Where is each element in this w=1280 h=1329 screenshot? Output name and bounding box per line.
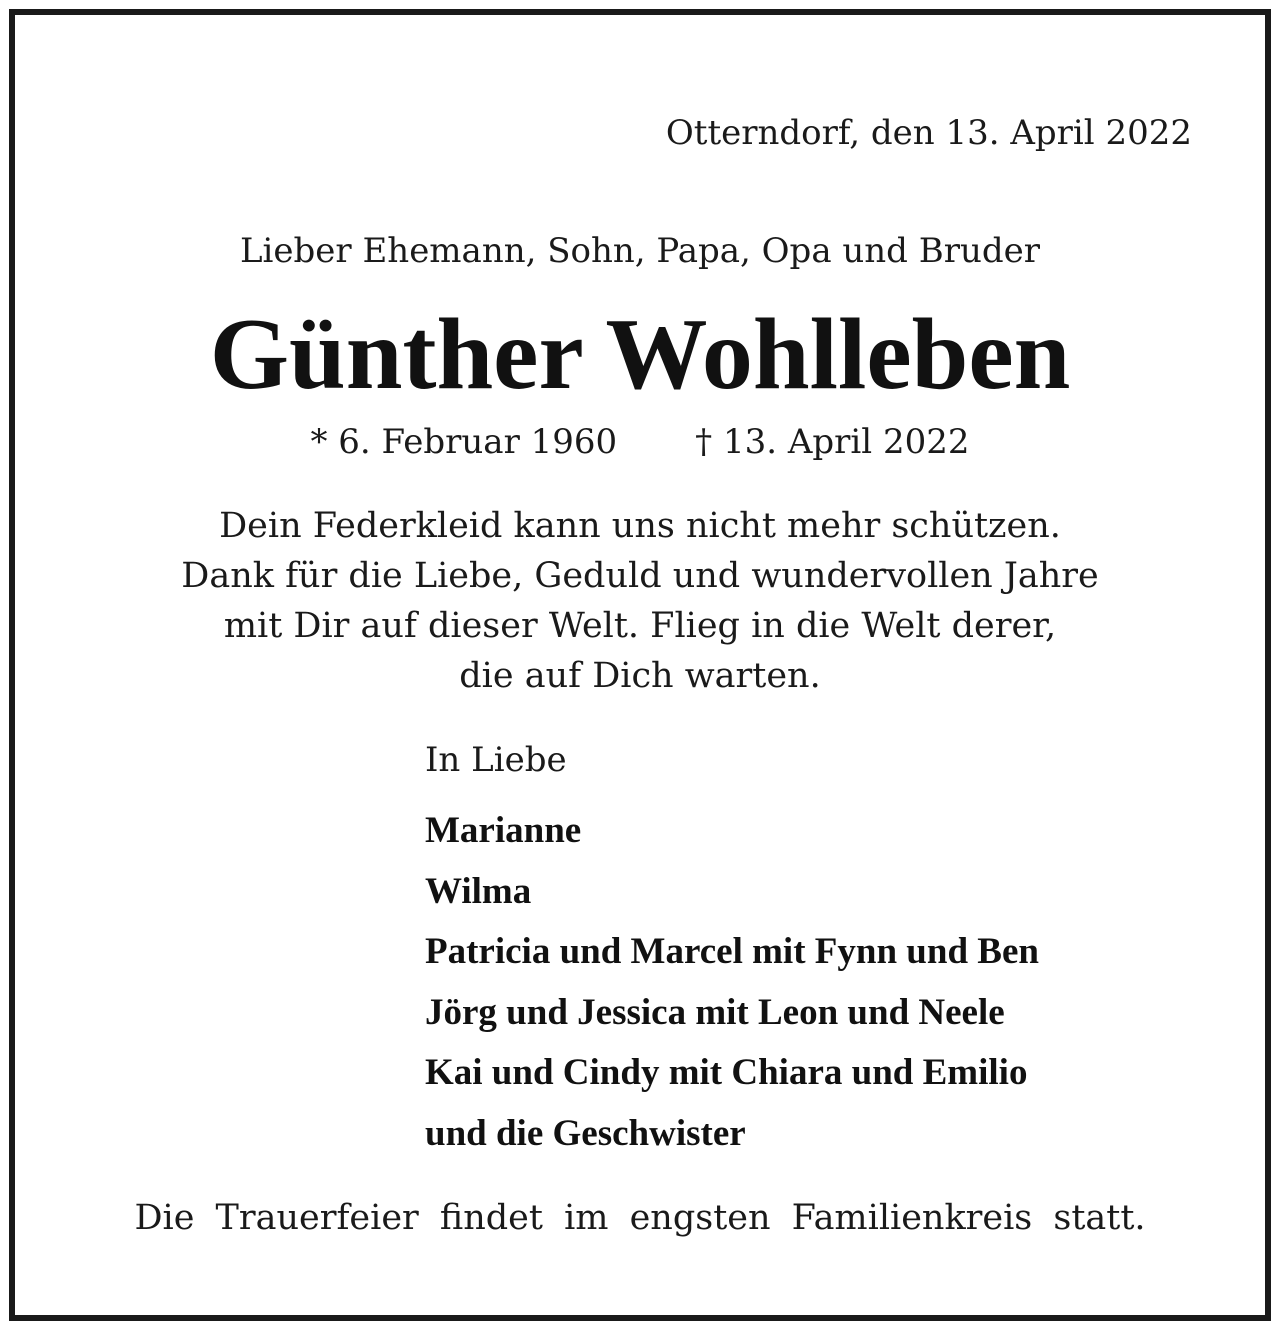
- obituary-notice: [9, 9, 1271, 1321]
- relation-line: Lieber Ehemann, Sohn, Papa, Opa und Bruder: [239, 231, 1041, 271]
- life-dates: [15, 417, 1265, 467]
- deceased-name: Günther Wohlleben: [209, 298, 1071, 411]
- death-date: † 13. April 2022: [695, 422, 970, 462]
- poem-line: Dank für die Liebe, Geduld und wundervollen Jahre: [181, 556, 1099, 596]
- mourner: Jörg und Jessica mit Leon und Neele: [425, 991, 1005, 1033]
- place-date: Otterndorf, den 13. April 2022: [665, 113, 1192, 153]
- mourner: Kai und Cindy mit Chiara und Emilio: [425, 1052, 1028, 1093]
- mourners-list: [425, 801, 1039, 1164]
- mourner: Wilma: [425, 870, 532, 912]
- poem-line: die auf Dich warten.: [459, 656, 821, 696]
- poem-line: mit Dir auf dieser Welt. Flieg in die Welt derer,: [223, 606, 1057, 646]
- poem: [15, 501, 1265, 701]
- poem-line: Dein Federkleid kann uns nicht mehr schützen.: [219, 506, 1061, 546]
- signoff: In Liebe: [425, 740, 567, 780]
- funeral-note: Die Trauerfeier findet im engsten Familienkreis statt.: [134, 1198, 1146, 1238]
- mourner: Marianne: [425, 810, 582, 851]
- mourner: und die Geschwister: [425, 1112, 746, 1154]
- birth-date: * 6. Februar 1960: [310, 422, 618, 462]
- mourner: Patricia und Marcel mit Fynn und Ben: [425, 931, 1039, 972]
